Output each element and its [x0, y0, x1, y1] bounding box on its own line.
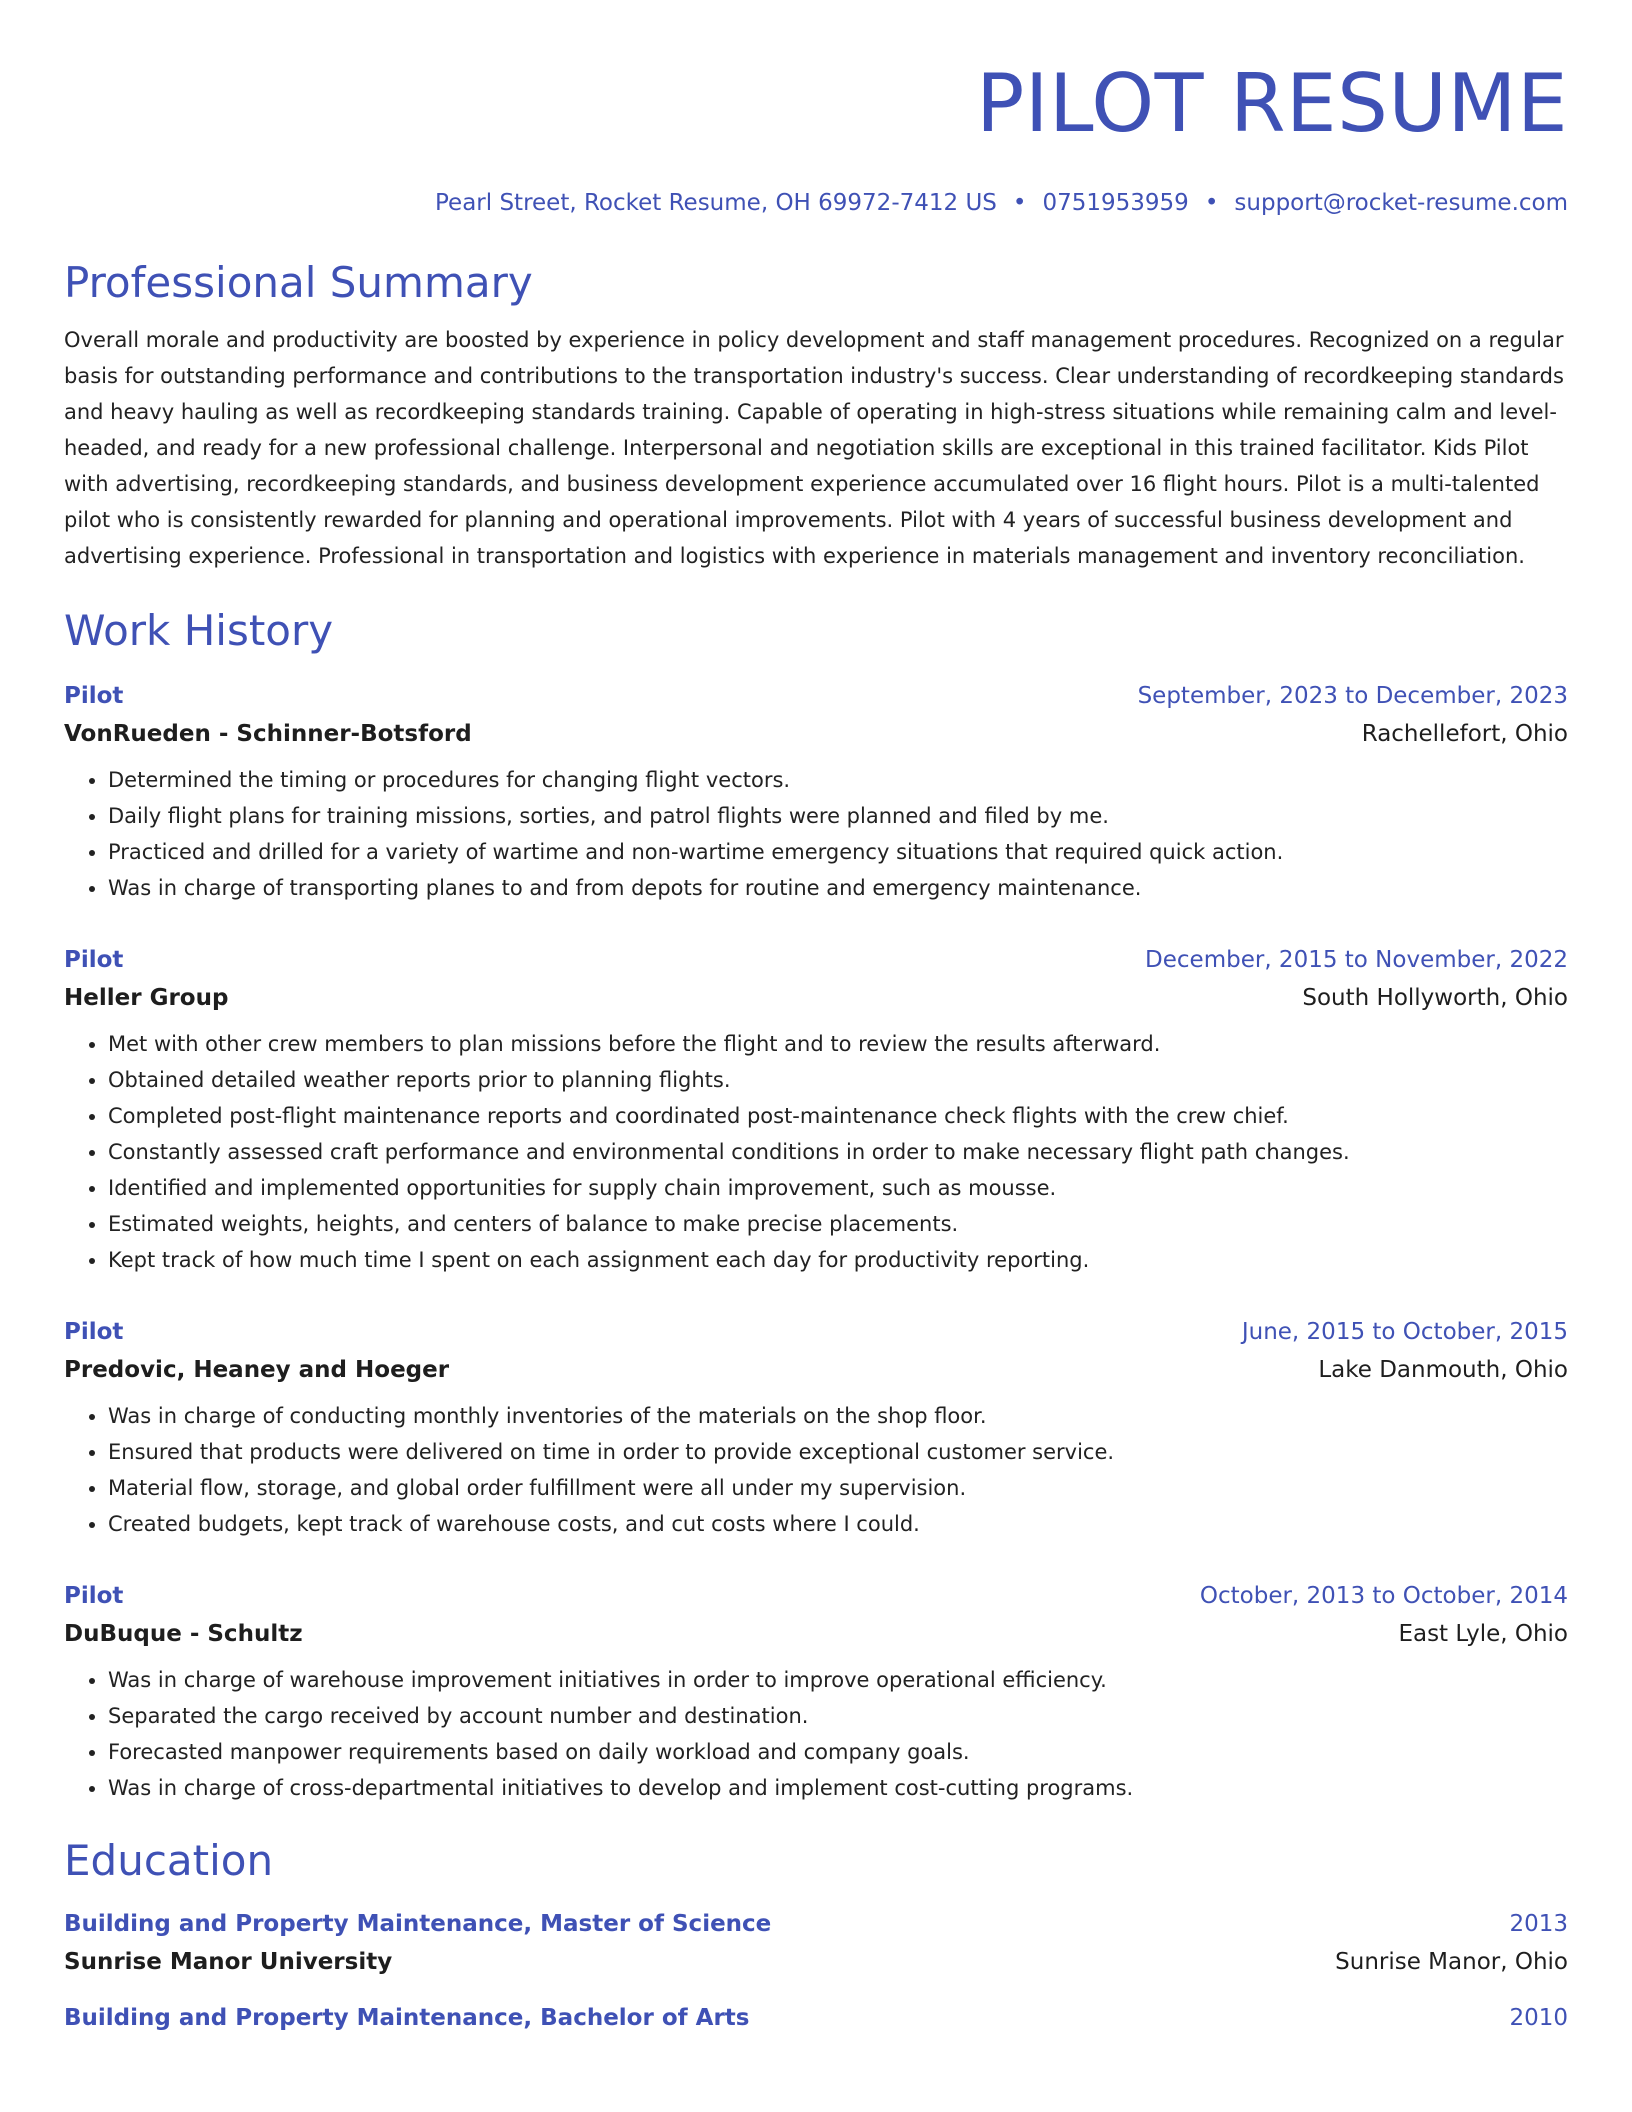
education-school-row	[64, 1942, 1568, 1982]
education-degree: Building and Property Maintenance, Master of Science	[64, 1911, 772, 1937]
education-school: Sunrise Manor University	[64, 1949, 393, 1975]
job-company: Predovic, Heaney and Hoeger	[64, 1357, 450, 1383]
work-history-heading: Work History	[64, 606, 334, 655]
job-entry	[64, 678, 1568, 906]
job-bullet: • Forecasted manpower requirements based on daily workload and company goals.	[108, 1734, 1568, 1770]
contact-address: Pearl Street, Rocket Resume, OH 69972-7412 US	[435, 190, 997, 216]
contact-phone: 0751953959	[1042, 190, 1189, 216]
job-bullets	[64, 762, 1568, 906]
education-location: Sunrise Manor, Ohio	[1335, 1949, 1568, 1975]
job-bullet: • Was in charge of warehouse improvement initiatives in order to improve operational efficiency.	[108, 1662, 1568, 1698]
resume-page	[64, 0, 1568, 2036]
job-header-row	[64, 678, 1568, 714]
job-bullet: • Ensured that products were delivered on time in order to provide exceptional customer service.	[108, 1434, 1568, 1470]
job-dates: October, 2013 to October, 2014	[1199, 1583, 1568, 1609]
job-bullet: • Was in charge of cross-departmental initiatives to develop and implement cost-cutting programs.	[108, 1770, 1568, 1806]
contact-line	[64, 188, 1568, 218]
contact-email[interactable]: support@rocket-resume.com	[1234, 190, 1568, 216]
job-entry	[64, 1578, 1568, 1806]
job-bullet: • Was in charge of transporting planes to and from depots for routine and emergency maintenance.	[108, 870, 1568, 906]
job-bullet: • Daily flight plans for training missions, sorties, and patrol flights were planned and filed by me.	[108, 798, 1568, 834]
job-bullets	[64, 1398, 1568, 1542]
job-bullet: • Kept track of how much time I spent on each assignment each day for productivity reporting.	[108, 1242, 1568, 1278]
job-header-row	[64, 1314, 1568, 1350]
job-bullet: • Separated the cargo received by account number and destination.	[108, 1698, 1568, 1734]
job-bullet: • Material flow, storage, and global order fulfillment were all under my supervision.	[108, 1470, 1568, 1506]
education-header-row	[64, 2000, 1568, 2036]
job-dates: December, 2015 to November, 2022	[1145, 947, 1568, 973]
job-bullet: • Created budgets, kept track of warehouse costs, and cut costs where I could.	[108, 1506, 1568, 1542]
job-entry	[64, 1314, 1568, 1542]
job-location: Rachellefort, Ohio	[1361, 721, 1568, 747]
job-bullet: • Determined the timing or procedures for changing flight vectors.	[108, 762, 1568, 798]
job-company: Heller Group	[64, 985, 229, 1011]
job-location: South Hollyworth, Ohio	[1302, 985, 1568, 1011]
job-bullet: • Was in charge of conducting monthly inventories of the materials on the shop floor.	[108, 1398, 1568, 1434]
job-bullet: • Identified and implemented opportunities for supply chain improvement, such as mousse.	[108, 1170, 1568, 1206]
education-list	[64, 1906, 1568, 2036]
job-company-row	[64, 714, 1568, 754]
education-year: 2010	[1509, 2005, 1568, 2031]
job-bullets	[64, 1662, 1568, 1806]
job-role: Pilot	[64, 947, 124, 973]
job-role: Pilot	[64, 1583, 124, 1609]
education-header-row	[64, 1906, 1568, 1942]
job-bullets	[64, 1026, 1568, 1278]
job-bullet: • Met with other crew members to plan missions before the flight and to review the results afterward.	[108, 1026, 1568, 1062]
education-entry	[64, 2000, 1568, 2036]
job-bullet: • Completed post-flight maintenance reports and coordinated post-maintenance check flights with the crew chief.	[108, 1098, 1568, 1134]
education-degree: Building and Property Maintenance, Bachelor of Arts	[64, 2005, 750, 2031]
education-entry	[64, 1906, 1568, 1982]
job-company: DuBuque - Schultz	[64, 1621, 303, 1647]
contact-separator: •	[1012, 190, 1027, 216]
job-entry	[64, 942, 1568, 1278]
summary-heading: Professional Summary	[64, 258, 533, 307]
resume-name: PILOT RESUME	[976, 57, 1568, 150]
job-bullet: • Obtained detailed weather reports prior to planning flights.	[108, 1062, 1568, 1098]
job-bullet: • Estimated weights, heights, and centers of balance to make precise placements.	[108, 1206, 1568, 1242]
job-role: Pilot	[64, 683, 124, 709]
job-location: East Lyle, Ohio	[1398, 1621, 1568, 1647]
job-role: Pilot	[64, 1319, 124, 1345]
contact-separator: •	[1204, 190, 1219, 216]
job-company: VonRueden - Schinner-Botsford	[64, 721, 472, 747]
work-history-list	[64, 678, 1568, 1806]
summary-text: Overall morale and productivity are boosted by experience in policy development and staff management procedures. Recognized on a regular basis for outstanding performance and contributions to the transportation industry's success. Clear understanding of recordkeeping standards and heavy hauling as well as recordkeeping standards training. Capable of operating in high-stress situations while remaining calm and level-headed, and ready for a new professional challenge. Interpersonal and negotiation skills are exceptional in this trained facilitator. Kids Pilot with advertising, recordkeeping standards, and business development experience accumulated over 16 flight hours. Pilot is a multi-talented pilot who is consistently rewarded for planning and operational improvements. Pilot with 4 years of successful business development and advertising experience. Professional in transportation and logistics with experience in materials management and inventory reconciliation.	[64, 328, 1564, 568]
job-company-row	[64, 978, 1568, 1018]
job-company-row	[64, 1350, 1568, 1390]
job-location: Lake Danmouth, Ohio	[1318, 1357, 1568, 1383]
job-company-row	[64, 1614, 1568, 1654]
job-dates: September, 2023 to December, 2023	[1137, 683, 1568, 709]
job-dates: June, 2015 to October, 2015	[1241, 1319, 1568, 1345]
job-bullet: • Constantly assessed craft performance and environmental conditions in order to make necessary flight path changes.	[108, 1134, 1568, 1170]
job-header-row	[64, 942, 1568, 978]
education-year: 2013	[1509, 1911, 1568, 1937]
job-header-row	[64, 1578, 1568, 1614]
education-heading: Education	[64, 1836, 274, 1885]
job-bullet: • Practiced and drilled for a variety of wartime and non-wartime emergency situations that required quick action.	[108, 834, 1568, 870]
